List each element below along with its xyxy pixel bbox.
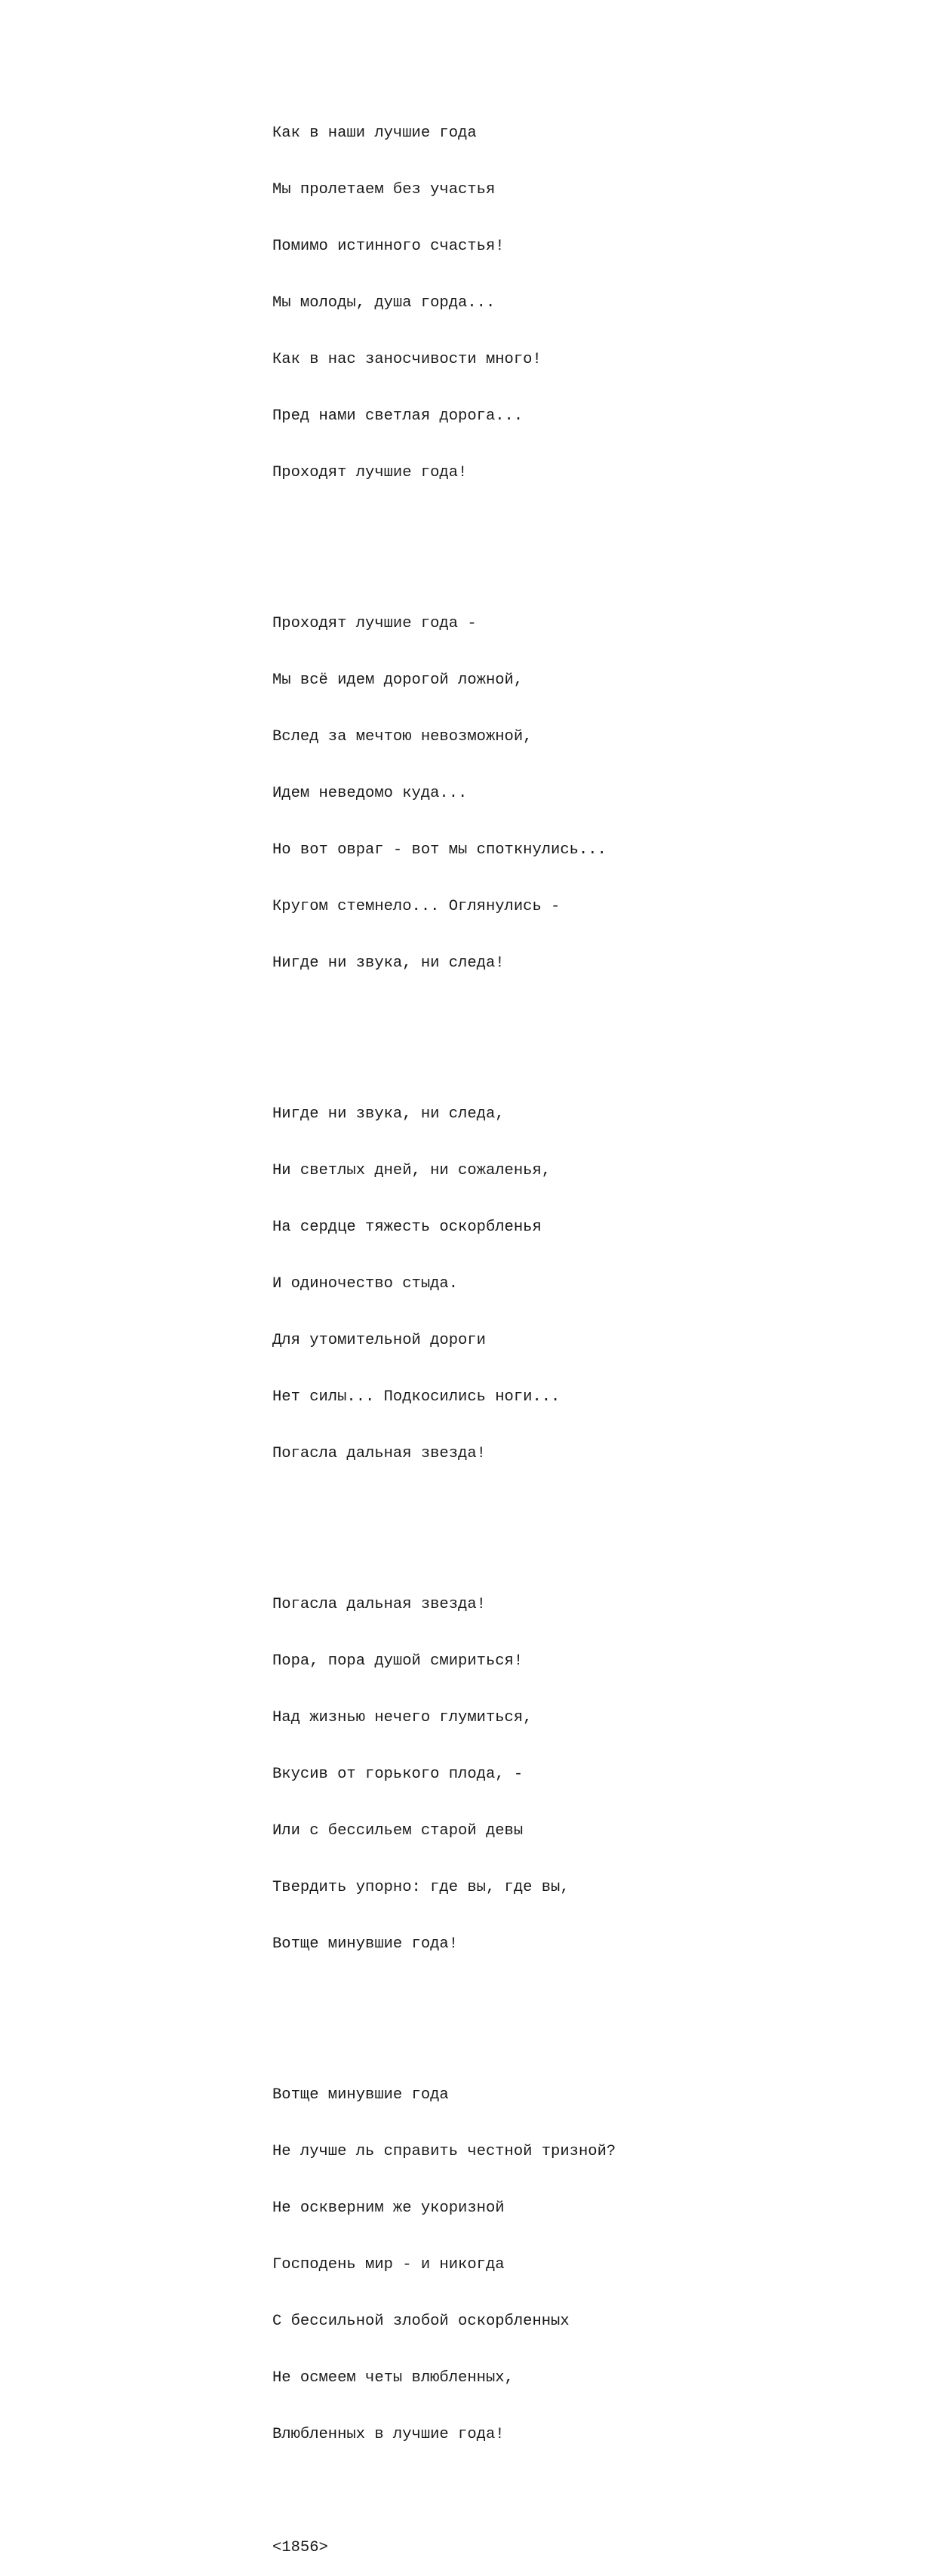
poem-line: И одиночество стыда. — [272, 1275, 459, 1293]
poem-line: Как в наши лучшие года — [272, 124, 477, 142]
poem-line: Проходят лучшие года! — [272, 464, 468, 481]
poem-line: Ни светлых дней, ни сожаленья, — [272, 1162, 551, 1179]
poem-line: Помимо истинного счастья! — [272, 238, 505, 255]
poem-line: Влюбленных в лучшие года! — [272, 2426, 505, 2443]
poem-line: Для утомительной дороги — [272, 1332, 486, 1349]
poem-line: Не лучше ль справить честной тризной? — [272, 2143, 616, 2160]
poem-line: Мы пролетаем без участья — [272, 181, 496, 198]
stanza-4 — [272, 1557, 891, 1991]
poem-line: Нигде ни звука, ни следа, — [272, 1105, 505, 1123]
poem-line: Нигде ни звука, ни следа! — [272, 954, 505, 972]
poem-line: Но вот овраг - вот мы споткнулись... — [272, 841, 607, 859]
poem-line: Идем неведомо куда... — [272, 785, 468, 802]
poem-line: С бессильной злобой оскорбленных — [272, 2313, 570, 2330]
poem-line: Вотще минувшие года! — [272, 1935, 459, 1953]
poem-line: Пред нами светлая дорога... — [272, 407, 524, 425]
poem-line: Погасла дальная звезда! — [272, 1596, 486, 1613]
poem-line: Вкусив от горького плода, - — [272, 1766, 524, 1783]
poem-line: Мы всё идем дорогой ложной, — [272, 672, 524, 689]
poem-line: Не осмеем четы влюбленных, — [272, 2369, 514, 2387]
poem-line: На сердце тяжесть оскорбленья — [272, 1219, 542, 1236]
poem-line: Вотще минувшие года — [272, 2086, 449, 2104]
poem-line: Проходят лучшие года - — [272, 615, 477, 632]
stanza-5 — [272, 2048, 891, 2482]
poem-line: Нет силы... Подкосились ноги... — [272, 1388, 561, 1406]
poem-line: Погасла дальная звезда! — [272, 1445, 486, 1462]
poem-line: Твердить упорно: где вы, где вы, — [272, 1879, 570, 1896]
poem-line: Господень мир - и никогда — [272, 2256, 505, 2273]
poem-line: Или с бессильем старой девы — [272, 1822, 524, 1840]
stanza-3 — [272, 1067, 891, 1501]
poem-line: Кругом стемнело... Оглянулись - — [272, 898, 561, 915]
poem-line: Не оскверним же укоризной — [272, 2199, 505, 2217]
poem-page — [272, 48, 891, 2576]
poem-date: <1856> — [272, 2539, 328, 2556]
poem-line: Как в нас заносчивости много! — [272, 351, 542, 368]
poem-line: Мы молоды, душа горда... — [272, 294, 496, 312]
stanza-1 — [272, 86, 891, 520]
stanza-2 — [272, 576, 891, 1010]
poem-line: Над жизнью нечего глумиться, — [272, 1709, 533, 1726]
poem-line: Вслед за мечтою невозможной, — [272, 728, 533, 745]
poem-line: Пора, пора душой смириться! — [272, 1652, 524, 1670]
